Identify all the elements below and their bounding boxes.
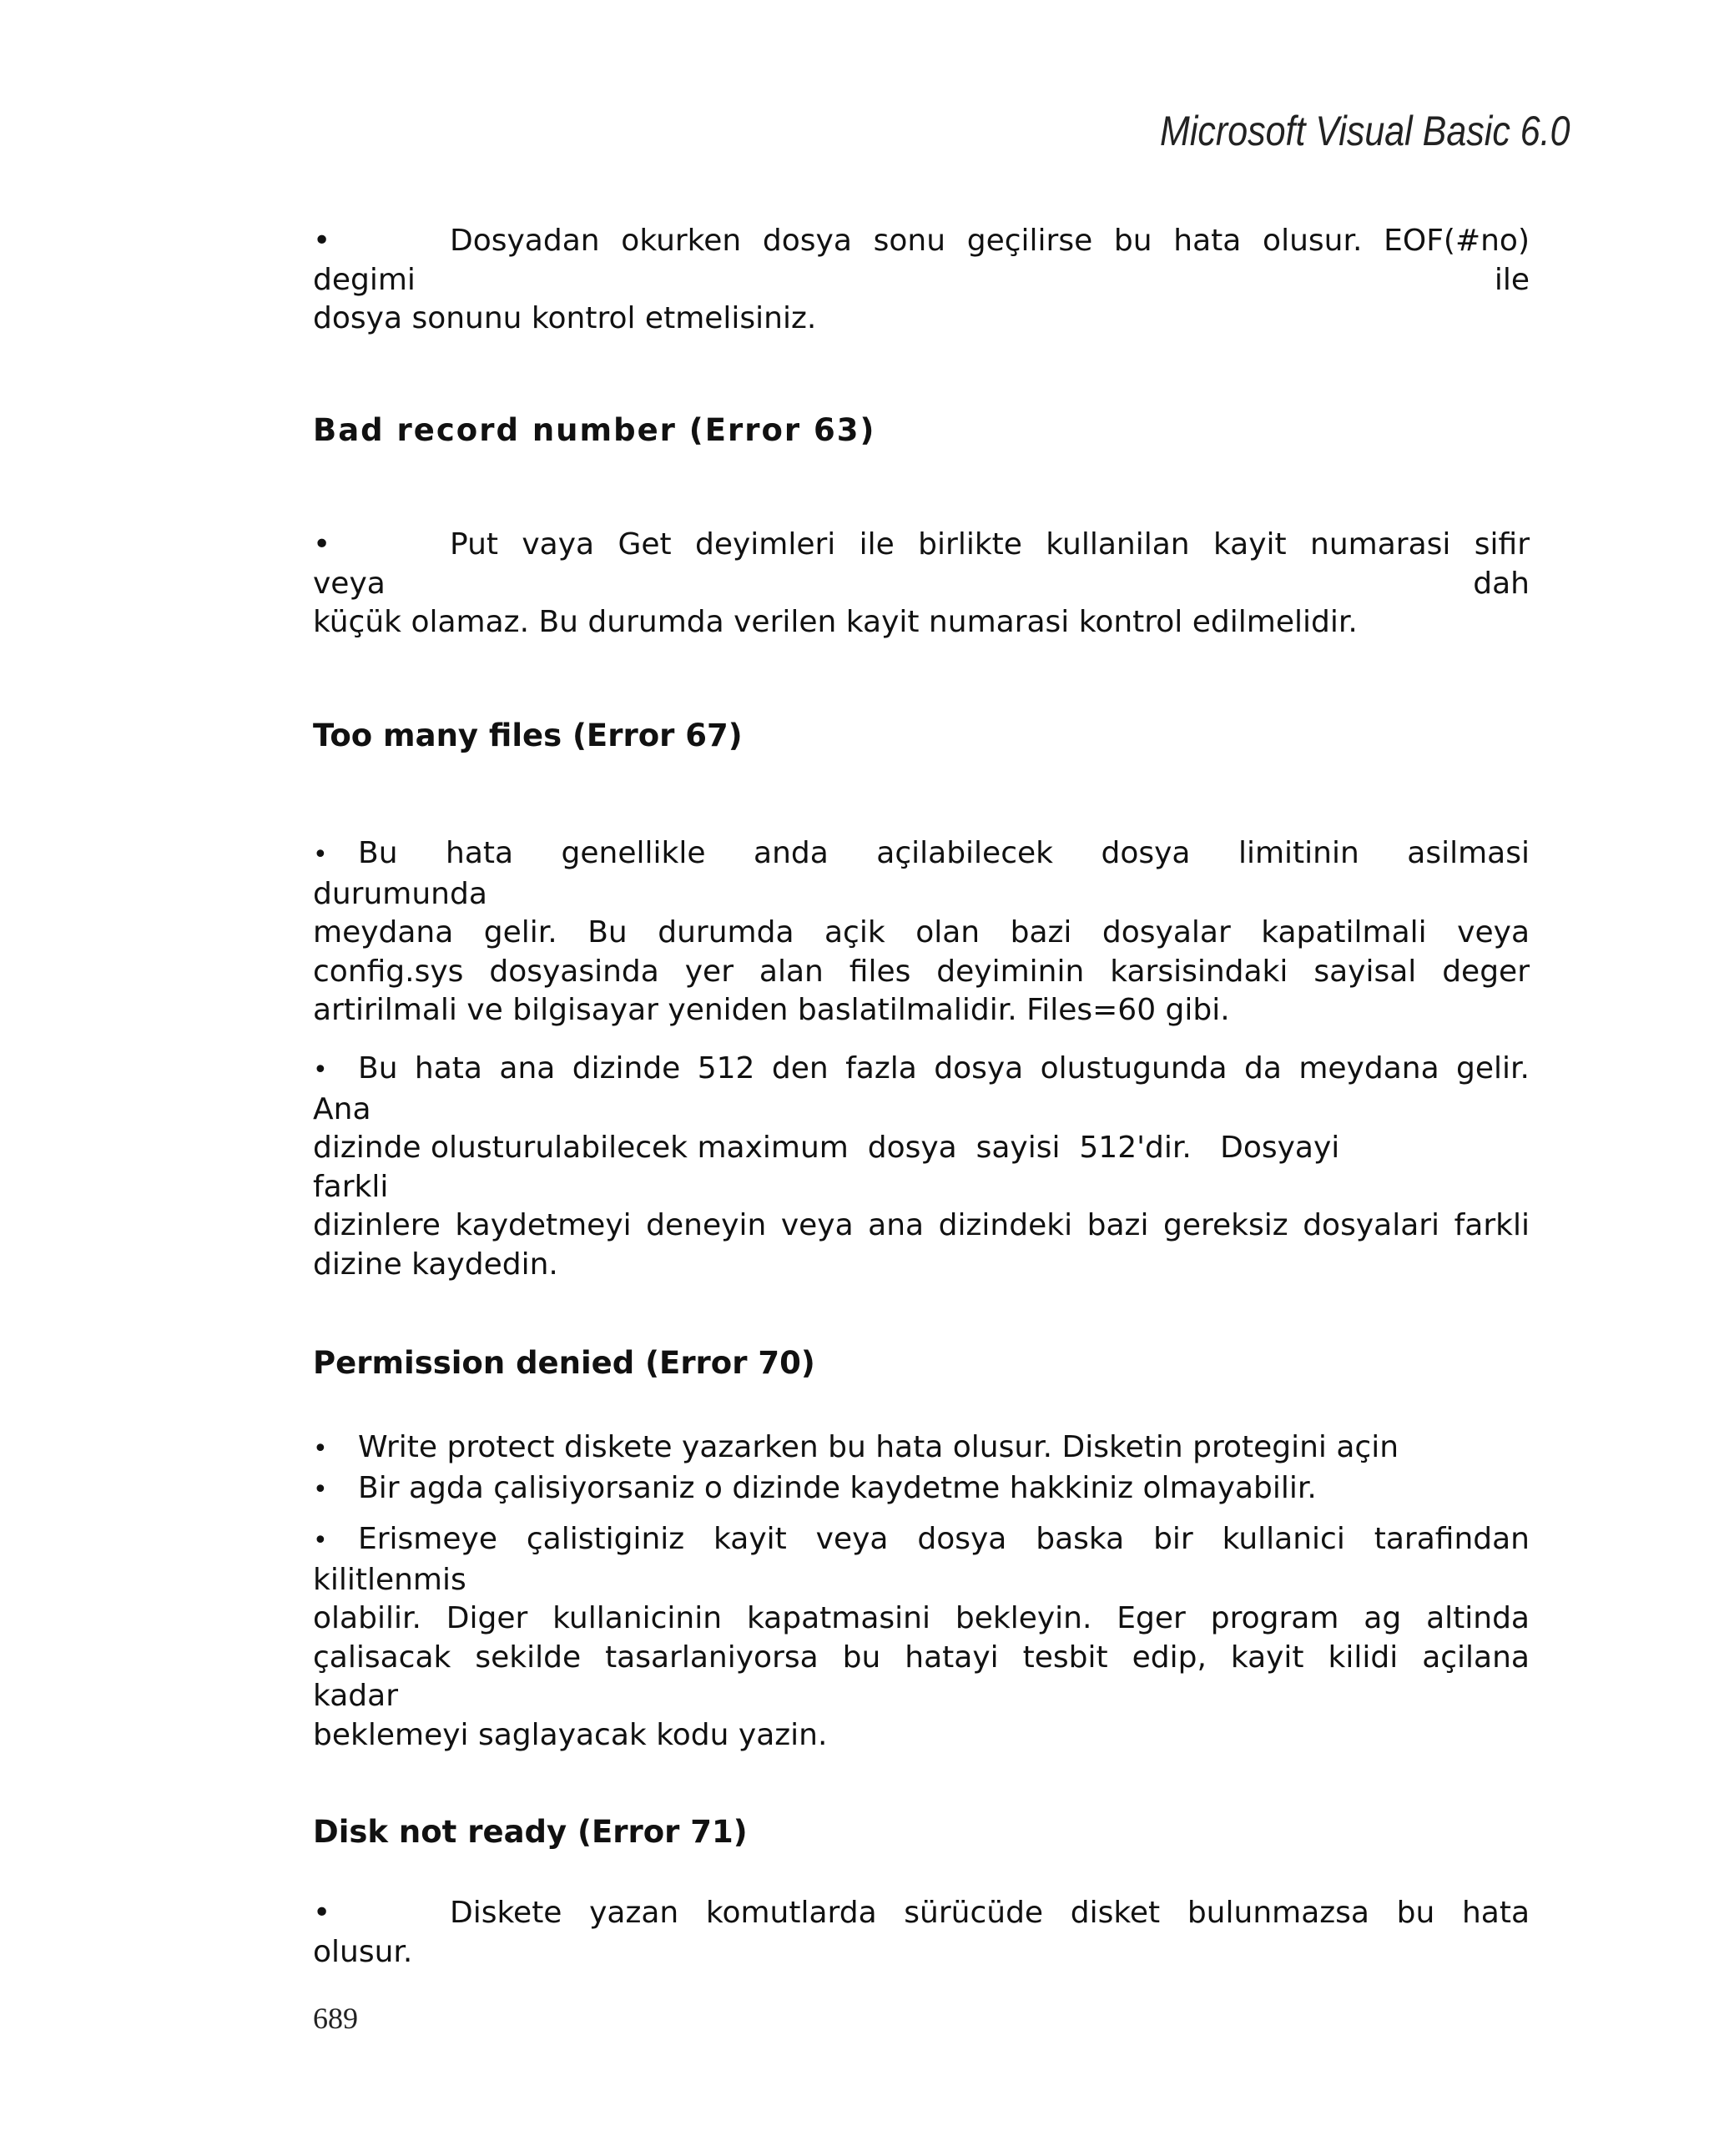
paragraph-root-directory (313, 1050, 1530, 1284)
paragraph-disk-not-ready (313, 1894, 1530, 1972)
section-heading-error-67: Too many files (Error 67) (313, 718, 743, 753)
text-line: veya dah (313, 566, 1530, 601)
text-line: farkli (313, 1169, 389, 1204)
text-line: çalisacak sekilde tasarlaniyorsa bu hatayi tesbit edip, kayit kilidi açilana (313, 1640, 1530, 1675)
text-line: Ana (313, 1091, 371, 1126)
bullet-icon: • (313, 1526, 328, 1555)
text-line: • Put vaya Get deyimleri ile birlikte kullanilan kayit numarasi sifir (313, 526, 1530, 565)
bullet-icon: • (313, 527, 331, 562)
paragraph-locked-record (313, 1520, 1530, 1755)
list-permission (313, 1428, 1530, 1509)
text-line: meydana gelir. Bu durumda açik olan bazi dosyalar kapatilmali veya (313, 915, 1530, 950)
section-heading-error-71: Disk not ready (Error 71) (313, 1814, 748, 1850)
bullet-icon: • (313, 1055, 328, 1085)
text-line: durumunda (313, 876, 487, 911)
text-line: dizine kaydedin. (313, 1247, 558, 1282)
text-line: dizinde olusturulabilecek maximum dosya sayisi 512'dir. Dosyayi (313, 1131, 1340, 1165)
bullet-icon: • (313, 1434, 328, 1463)
text-line: dosya sonunu kontrol etmelisiniz. (313, 301, 817, 335)
bullet-icon: • (313, 840, 328, 869)
text-line: • Bu hata ana dizinde 512 den fazla dosya olustugunda da meydana gelir. (313, 1050, 1530, 1091)
text-line: beklemeyi saglayacak kodu yazin. (313, 1717, 828, 1752)
section-heading-error-63: Bad record number (Error 63) (313, 412, 876, 448)
page-number: 689 (313, 2002, 358, 2035)
paragraph-file-limit (313, 834, 1530, 1030)
bullet-icon: • (313, 224, 331, 258)
text-line: olabilir. Diger kullanicinin kapatmasini bekleyin. Eger program ag altinda (313, 1601, 1530, 1635)
paragraph-eof (313, 222, 1530, 339)
text-line: • Dosyadan okurken dosya sonu geçilirse bu hata olusur. EOF(#no) (313, 222, 1530, 261)
text-line: • Erismeye çalistiginiz kayit veya dosya baska bir kullanici tarafindan (313, 1520, 1530, 1561)
text-line: küçük olamaz. Bu durumda verilen kayit numarasi kontrol edilmelidir. (313, 605, 1358, 639)
text-line: dizinlere kaydetmeyi deneyin veya ana dizindeki bazi gereksiz dosyalari farkli (313, 1208, 1530, 1242)
text-line: • Diskete yazan komutlarda sürücüde disket bulunmazsa bu hata (313, 1894, 1530, 1933)
text-line: kadar (313, 1679, 398, 1713)
running-header: Microsoft Visual Basic 6.0 (1160, 108, 1570, 154)
text-line: kilitlenmis (313, 1562, 466, 1597)
text-line: olusur. (313, 1934, 413, 1969)
list-item: • Write protect diskete yazarken bu hata olusur. Disketin protegini açin (313, 1428, 1530, 1469)
bullet-icon: • (313, 1474, 328, 1504)
bullet-icon: • (313, 1896, 331, 1930)
text-line: config.sys dosyasinda yer alan files deyiminin karsisindaki sayisal deger (313, 954, 1530, 989)
text-line: artirilmali ve bilgisayar yeniden baslatilmalidir. Files=60 gibi. (313, 993, 1230, 1027)
paragraph-record-number (313, 526, 1530, 642)
section-heading-error-70: Permission denied (Error 70) (313, 1345, 815, 1381)
text-line: • Bu hata genellikle anda açilabilecek dosya limitinin asilmasi (313, 834, 1530, 875)
text-line: degimi ile (313, 262, 1530, 297)
list-item: • Bir agda çalisiyorsaniz o dizinde kaydetme hakkiniz olmayabilir. (313, 1469, 1530, 1510)
